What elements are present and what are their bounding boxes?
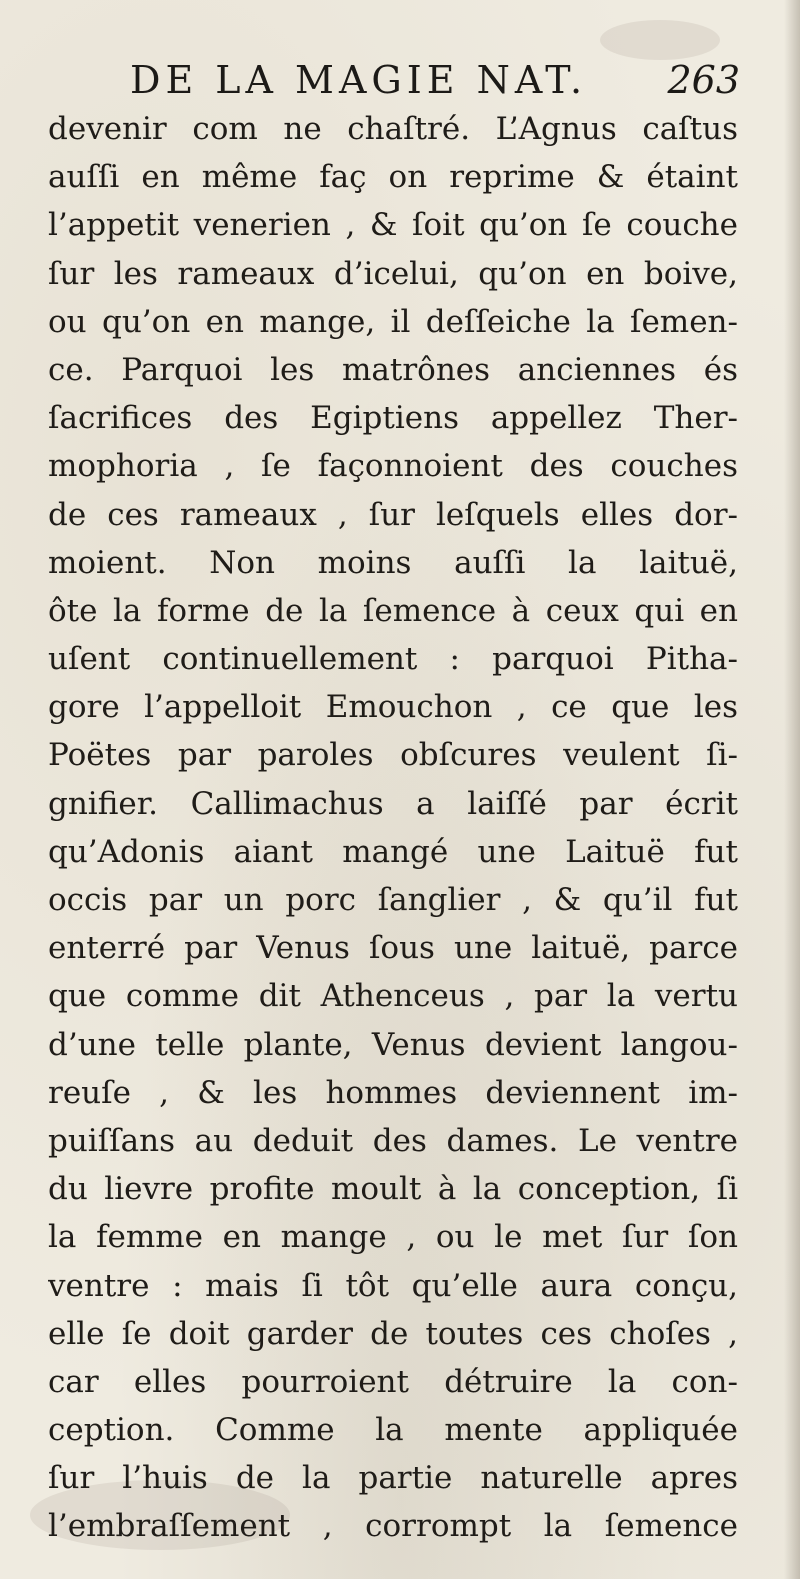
text-line: ce. Parquoi les matrônes anciennes és xyxy=(48,351,738,388)
text-line: l’embraſſement , corrompt la ſemence xyxy=(48,1508,738,1545)
text-line: ſacrifices des Egiptiens appellez Ther- xyxy=(48,400,738,437)
text-line: occis par un porc ſanglier , & qu’il fut xyxy=(48,882,738,918)
text-line: ſur les rameaux d’icelui, qu’on en boive, xyxy=(48,255,738,292)
text-line: puiſſans au deduit des dames. Le ventre xyxy=(48,1122,738,1159)
text-line: ſur l’huis de la partie naturelle apres xyxy=(48,1460,738,1497)
text-line: qu’Adonis aiant mangé une Laituë fut xyxy=(48,833,738,870)
text-line: que comme dit Athenceus , par la vertu xyxy=(48,978,738,1015)
body-text xyxy=(48,105,738,1551)
page-number: 263 xyxy=(667,58,740,102)
text-line: uſent continuellement : parquoi Pitha- xyxy=(48,641,738,678)
text-line: ou qu’on en mange, il deſſeiche la ſemen- xyxy=(48,303,738,340)
text-line: mophoria , ſe façonnoient des couches xyxy=(48,448,738,485)
running-head: DE LA MAGIE NAT. xyxy=(130,58,588,102)
text-line: enterré par Venus ſous une laituë, parce xyxy=(48,930,738,967)
text-line: ôte la forme de la ſemence à ceux qui en xyxy=(48,592,738,629)
page-header xyxy=(130,52,740,108)
text-line: car elles pourroient détruire la con- xyxy=(48,1363,738,1400)
text-line: du lievre profite moult à la conception, ſi xyxy=(48,1171,738,1208)
page-edge-shadow xyxy=(784,0,800,1579)
text-line: reuſe , & les hommes deviennent im- xyxy=(48,1074,738,1111)
text-line: d’une telle plante, Venus devient langou- xyxy=(48,1026,738,1063)
text-line: auſſi en même faç on reprime & étaint xyxy=(48,159,738,196)
text-line: elle ſe doit garder de toutes ces choſes , xyxy=(48,1315,738,1352)
text-line: ventre : mais ſi tôt qu’elle aura conçu, xyxy=(48,1267,738,1304)
text-line: Poëtes par paroles obſcures veulent ſi- xyxy=(48,737,738,774)
text-line: ception. Comme la mente appliquée xyxy=(48,1412,738,1449)
text-line: de ces rameaux , ſur leſquels elles dor- xyxy=(48,496,738,533)
text-line: la femme en mange , ou le met ſur ſon xyxy=(48,1219,738,1256)
text-line: moient. Non moins auſſi la laituë, xyxy=(48,544,738,581)
text-line: devenir com ne chaſtré. L’Agnus caſtus xyxy=(48,111,738,147)
text-line: gore l’appelloit Emouchon , ce que les xyxy=(48,689,738,726)
text-line: l’appetit venerien , & ſoit qu’on ſe couche xyxy=(48,207,738,244)
text-line: gnifier. Callimachus a laiſſé par écrit xyxy=(48,785,738,822)
